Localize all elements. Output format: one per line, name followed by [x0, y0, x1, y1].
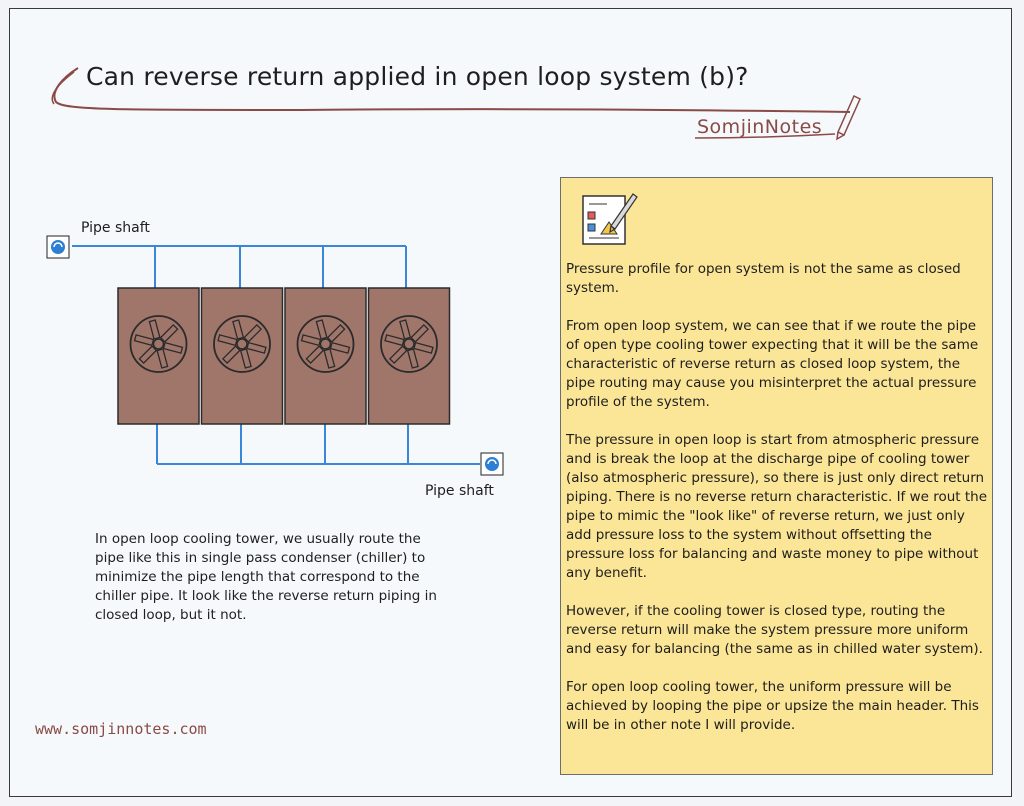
side-note-paragraph: From open loop system, we can see that if we route the pipe of open type cooling tower expecting that it will be the same characteristic of reverse return as closed loop system, the pipe routing may cause you misinterpret the actual pressure profile of the system.: [566, 318, 979, 410]
pipe-shaft-label-bottom: Pipe shaft: [425, 483, 494, 499]
cooling-tower-unit: [118, 288, 199, 424]
cooling-tower-unit: [285, 288, 366, 424]
supply-header-pipe: [72, 246, 406, 288]
left-description: In open loop cooling tower, we usually route the pipe like this in single pass condenser (chiller) to minimize the pipe length that correspond to the chiller pipe. It look like the reverse return piping in closed loop, but it not.: [95, 531, 437, 623]
return-header-pipe: [157, 424, 480, 464]
side-note-text: [566, 260, 989, 754]
side-note-paragraph: However, if the cooling tower is closed type, routing the reverse return will make the system pressure more uniform and easy for balancing (the same as in chilled water system).: [566, 603, 983, 657]
document-pen-icon: [579, 190, 639, 248]
page-title: Can reverse return applied in open loop system (b)?: [86, 62, 749, 91]
cooling-tower-unit: [202, 288, 283, 424]
pump-icon-top: [47, 236, 69, 258]
side-note-panel: [560, 177, 993, 775]
cooling-tower-unit: [369, 288, 450, 424]
website-url: www.somjinnotes.com: [35, 720, 207, 738]
side-note-paragraph: Pressure profile for open system is not the same as closed system.: [566, 261, 961, 296]
pump-icon-bottom: [481, 453, 503, 475]
side-note-paragraph: For open loop cooling tower, the uniform pressure will be achieved by looping the pipe or upsize the main header. This will be in other note I will provide.: [566, 679, 979, 733]
side-note-paragraph: The pressure in open loop is start from atmospheric pressure and is break the loop at the discharge pipe of cooling tower (also atmospheric pressure), so there is just only direct return piping. There is no reverse return characteristic. If we rout the pipe to mimic the "look like" of reverse return, we just only add pressure loss to the system without offsetting the pressure loss for balancing and waste money to pipe without any benefit.: [566, 432, 988, 581]
brand-logo: SomjinNotes: [697, 116, 823, 138]
pipe-shaft-label-top: Pipe shaft: [81, 220, 150, 236]
